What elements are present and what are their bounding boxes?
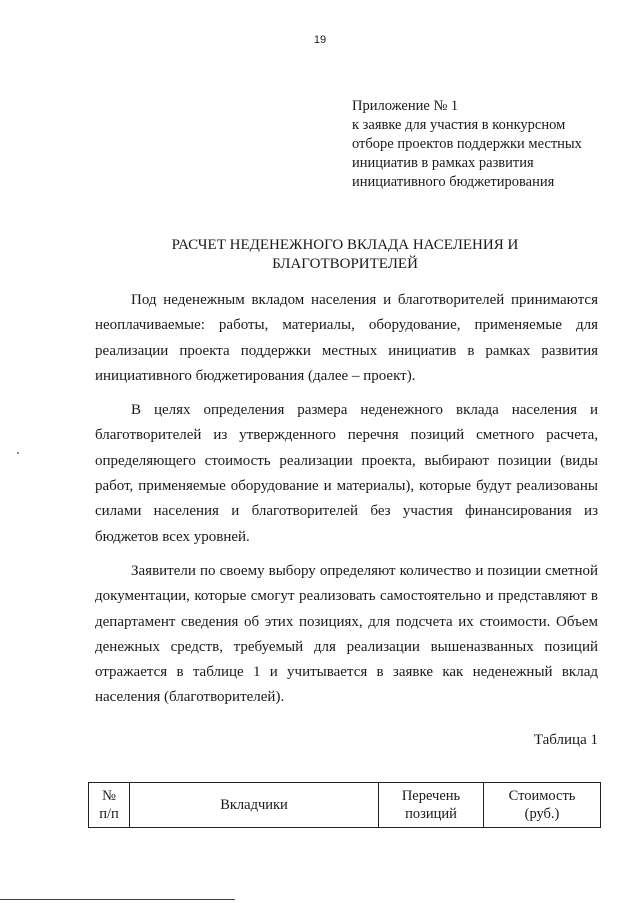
appendix-line: к заявке для участия в конкурсном [352, 117, 566, 133]
header-text: № [102, 788, 116, 804]
appendix-block [352, 97, 612, 192]
table-header-row [89, 783, 601, 828]
header-cell-number [89, 783, 130, 828]
title-line: БЛАГОТВОРИТЕЛЕЙ [272, 256, 418, 272]
header-text: (руб.) [524, 806, 560, 822]
paragraph: Под неденежным вкладом населения и благотворителей принимаются неоплачиваемые: работы, материалы, оборудование, применяемые для реализации проекта поддержки местных инициатив в рамках развития инициативного бюджетирования (далее – проект). [95, 292, 598, 384]
paragraph: В целях определения размера неденежного вклада населения и благотворителей из утвержденного перечня позиций сметного расчета, определяющего стоимость реализации проекта, выбирают позиции (виды работ, применяемые оборудование и материалы), которые будут реализованы силами населения и благотворителей без участия финансирования из бюджетов всех уровней. [95, 402, 598, 545]
paragraph: Заявители по своему выбору определяют количество и позиции сметной документации, которые смогут реализовать самостоятельно и представляют в департамент сведения об этих позициях, для подсчета их стоимости. Объем денежных средств, требуемый для реализации вышеназванных позиций отражается в таблице 1 и учитывается в заявке как неденежный вклад населения (благотворителей). [95, 562, 598, 706]
appendix-line: отборе проектов поддержки местных [352, 136, 582, 152]
header-text: позиций [405, 806, 457, 822]
title-line: РАСЧЕТ НЕДЕНЕЖНОГО ВКЛАДА НАСЕЛЕНИЯ И [171, 237, 519, 253]
header-text: Перечень [401, 788, 461, 804]
document-title [95, 236, 595, 274]
body-text [95, 288, 598, 720]
header-cell-cost [484, 783, 601, 828]
header-text: Вкладчики [220, 797, 288, 813]
header-text: Стоимость [508, 788, 576, 804]
bottom-divider [0, 899, 235, 900]
margin-mark [17, 452, 19, 454]
header-cell-contributors [130, 783, 379, 828]
appendix-line: инициатив в рамках развития [352, 155, 534, 171]
appendix-line: инициативного бюджетирования [352, 174, 555, 190]
header-text: п/п [99, 806, 119, 822]
contributions-table [88, 782, 601, 828]
table-label: Таблица 1 [533, 732, 598, 748]
appendix-line: Приложение № 1 [352, 98, 459, 114]
header-cell-positions [379, 783, 484, 828]
page-number: 19 [313, 34, 327, 46]
